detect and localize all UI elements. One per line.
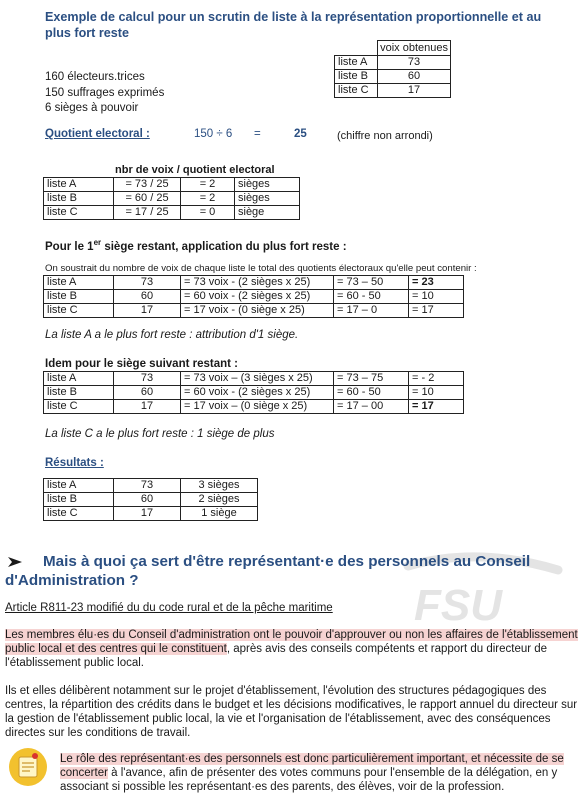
first-seat-intro: On soustrait du nombre de voix de chaque liste le total des quotients électoraux qu'elle peut contenir : <box>45 263 477 274</box>
quotient-calc: 150 ÷ 6 <box>194 128 233 140</box>
election-parameters <box>45 70 164 117</box>
quotient-table-header: nbr de voix / quotient electoral <box>115 164 275 176</box>
table-row: liste B 60 = 60 voix - (2 sièges x 25) = 60 - 50 = 10 <box>44 290 464 304</box>
quotient-value: 25 <box>294 128 307 140</box>
sticky-note-icon <box>8 747 48 792</box>
table-row: liste C 17 1 siège <box>44 507 258 521</box>
svg-text:FSU: FSU <box>414 581 502 628</box>
table-row: liste A 73 <box>335 56 451 70</box>
votes-header: voix obtenues <box>378 41 451 56</box>
first-seat-table <box>43 275 464 318</box>
votes-table <box>334 40 451 98</box>
next-seat-heading: Idem pour le siège suivant restant : <box>45 358 238 370</box>
param-seats: 6 sièges à pouvoir <box>45 102 139 114</box>
table-row: liste A 73 = 73 voix - (2 sièges x 25) = 73 – 50 = 23 <box>44 276 464 290</box>
section-title: Mais à quoi ça sert d'être représentant·e des personnels au Conseil d'Administration ? <box>5 553 531 589</box>
paragraph-role: Le rôle des représentant·es des personnels est donc particulièrement important, et nécessite de se concerter à l'avance, afin de présenter des votes communs pour l'ensemble de la délégation, en y associant si possible les représentant·es des parents, des élèves, voir de la profession. <box>60 753 564 793</box>
table-row: liste B 60 = 60 voix - (2 sièges x 25) = 60 - 50 = 10 <box>44 386 464 400</box>
first-seat-conclusion: La liste A a le plus fort reste : attribution d'1 siège. <box>45 329 299 341</box>
table-row: liste A = 73 / 25 = 2 sièges <box>44 178 300 192</box>
table-row: liste C 17 <box>335 84 451 98</box>
table-row: liste B 60 2 sièges <box>44 493 258 507</box>
table-row: liste A 73 = 73 voix – (3 sièges x 25) = 73 – 75 = - 2 <box>44 372 464 386</box>
results-table <box>43 478 258 521</box>
paragraph-deliberations: Ils et elles délibèrent notamment sur le projet d'établissement, l'évolution des structures pédagogiques des centres, la répartition des crédits dans le budget et les décisions modificatives, le rapport annuel du directeur sur la gestion de l'établissement public local, la vie et l'organisation de l'établissement, avec des conséquences directes sur les conditions de travail. <box>5 685 578 739</box>
param-votes: 150 suffrages exprimés <box>45 86 165 99</box>
table-row: liste C 17 = 17 voix - (0 siège x 25) = 17 – 0 = 17 <box>44 304 464 318</box>
table-row: liste C 17 = 17 voix – (0 siège x 25) = 17 – 00 = 17 <box>44 400 464 414</box>
table-row: liste C = 17 / 25 = 0 siège <box>44 206 300 220</box>
quotient-label: Quotient electoral : <box>45 128 150 140</box>
param-electors: 160 électeurs.trices <box>45 71 145 83</box>
page-title: Exemple de calcul pour un scrutin de liste à la représentation proportionnelle et au plus fort reste <box>45 10 542 40</box>
quotient-table <box>43 177 300 220</box>
results-heading: Résultats : <box>45 457 104 469</box>
table-row: liste B 60 <box>335 70 451 84</box>
next-seat-conclusion: La liste C a le plus fort reste : 1 siège de plus <box>45 428 275 440</box>
table-row: liste A 73 3 sièges <box>44 479 258 493</box>
quotient-equals: = <box>254 128 261 140</box>
next-seat-table <box>43 371 464 414</box>
first-seat-heading: Pour le 1er siège restant, application du plus fort reste : <box>45 238 347 253</box>
quotient-note: (chiffre non arrondi) <box>337 130 433 142</box>
paragraph-powers: Les membres élu·es du Conseil d'administration ont le pouvoir d'approuver ou non les affaires de l'établissement public local et des centres qui le constituent, après avis des conseils compétents et rapport du directeur de l'établissement public local. <box>5 629 578 669</box>
article-link[interactable]: Article R811-23 modifié du du code rural et de la pêche maritime <box>5 602 333 614</box>
table-row: liste B = 60 / 25 = 2 sièges <box>44 192 300 206</box>
